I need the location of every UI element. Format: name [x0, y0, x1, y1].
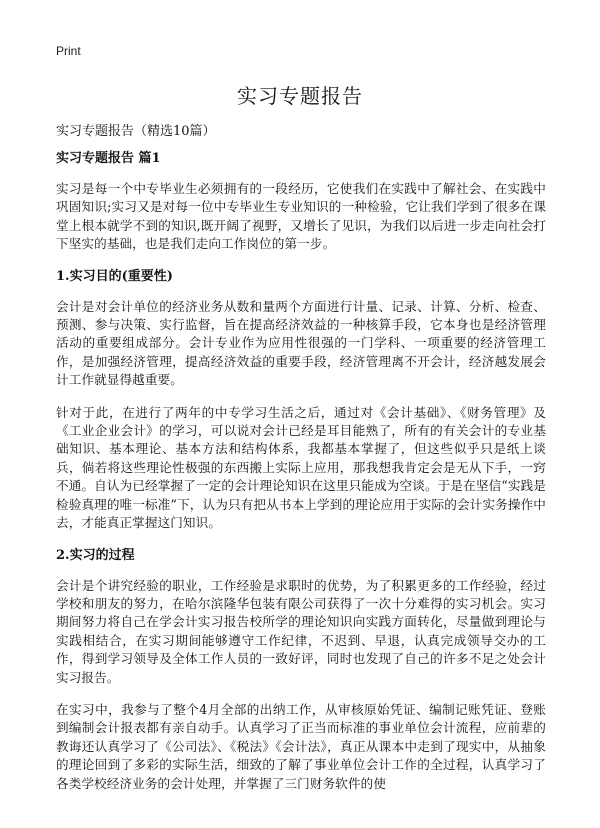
section-heading: 2.实习的过程 — [56, 547, 135, 563]
document-subtitle: 实习专题报告（精选10篇） — [56, 124, 216, 139]
document-body — [56, 150, 546, 807]
paragraph: 针对于此，在进行了两年的中专学习生活之后，通过对《会计基础》、《财务管理》及《工业企业会计》的学习，可以说对会计已经是耳目能熟了，所有的有关会计的专业基础知识、基本理论、基本方法和结构体系，我都基本掌握了，但这些似乎只是纸上谈兵，倘若将这些理论性极强的东西搬上实际上应用，那我想我肯定会是无从下手，一窍不通。自认为已经掌握了一定的会计理论知识在这里只能成为空谈。于是在坚信“实践是检验真理的唯一标准”下，认为只有把从书本上学到的理论应用于实际的会计实务操作中去，才能真正掌握这门知识。 — [56, 404, 546, 531]
print-link[interactable]: Print — [56, 44, 81, 58]
paragraph: 会计是对会计单位的经济业务从数和量两个方面进行计量、记录、计算、分析、检查、预测、参与决策、实行监督，旨在提高经济效益的一种核算手段，它本身也是经济管理活动的重要组成部分。会计专业作为应用性很强的一门学科、一项重要的经济管理工作，是加强经济管理，提高经济效益的重要手段，经济管理离不开会计，经济越发展会计工作就显得越重要。 — [56, 298, 546, 388]
section-title: 实习专题报告 篇1 — [56, 151, 161, 166]
paragraph: 会计是个讲究经验的职业，工作经验是求职时的优势，为了积累更多的工作经验，经过学校和朋友的努力，在哈尔滨隆华包装有限公司获得了一次十分难得的实习机会。实习期间努力将自己在学会计实习报告校所学的理论知识向实践方面转化，尽量做到理论与实践相结合，在实习期间能够遵守工作纪律，不迟到、早退，认真完成领导交办的工作，得到学习领导及全体工作人员的一致好评，同时也发现了自己的许多不足之处会计实习报告。 — [56, 577, 546, 685]
paragraph: 实习是每一个中专毕业生必须拥有的一段经历，它使我们在实践中了解社会、在实践中巩固知识;实习又是对每一位中专毕业生专业知识的一种检验，它让我们学到了很多在课堂上根本就学不到的知识,既开阔了视野，又增长了见识，为我们以后进一步走向社会打下坚实的基础，也是我们走向工作岗位的第一步。 — [56, 181, 546, 252]
document-title: 实习专题报告 — [237, 84, 363, 108]
section-heading: 1.实习目的(重要性) — [56, 268, 173, 284]
paragraph: 在实习中，我参与了整个4月全部的出纳工作，从审核原始凭证、编制记账凭证、登账到编制会计报表都有亲自动手。认真学习了正当而标准的事业单位会计流程，应前辈的教诲还认真学习了《公司法》、《税法》《会计法》，真正从课本中走到了现实中，从抽象的理论回到了多彩的实际生活，细致的了解了事业单位会计工作的全过程，认真学习了各类学校经济业务的会计处理，并掌握了三门财务软件的使 — [56, 701, 546, 791]
